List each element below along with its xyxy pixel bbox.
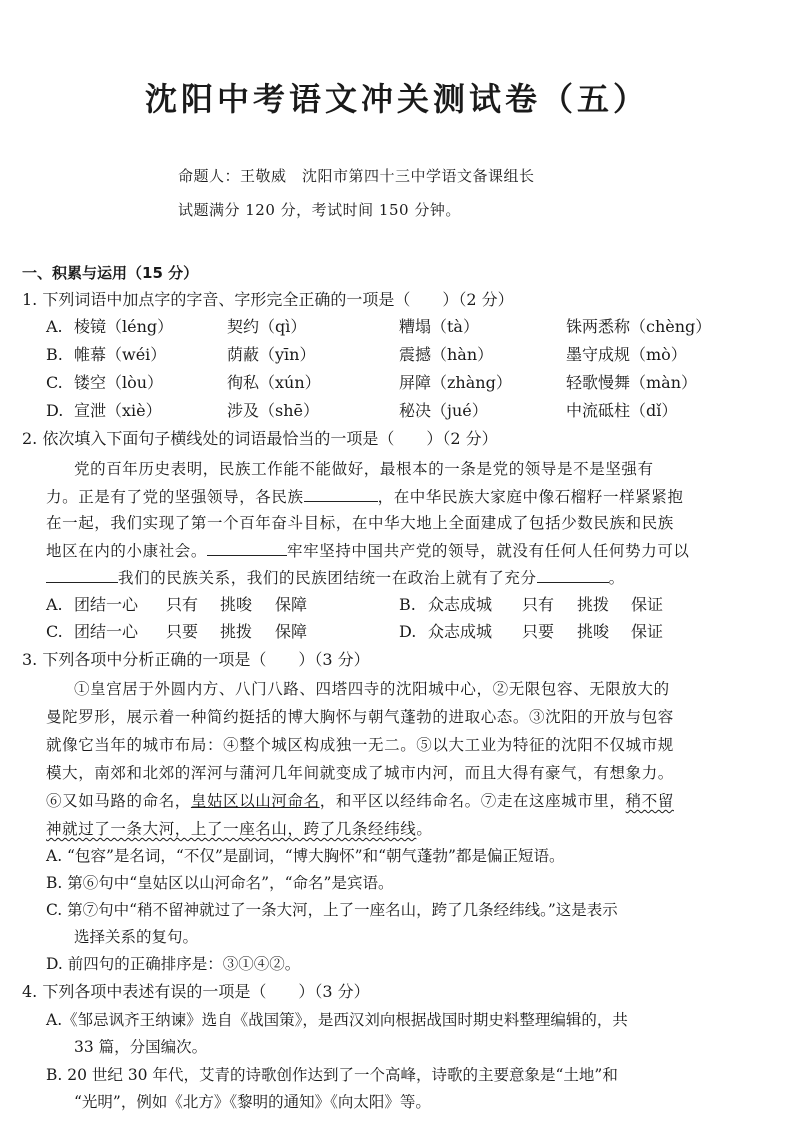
option-word: 众志成城 xyxy=(428,622,493,641)
option-cell: 震撼（hàn） xyxy=(399,345,494,364)
wavy-underlined-phrase: 稍不留 xyxy=(625,792,674,810)
fill-blank-4 xyxy=(537,566,609,583)
option-label: A. xyxy=(46,595,63,614)
q3-option-c-cont: 选择关系的复句。 xyxy=(74,928,199,946)
q4-option-a: A.《邹忌讽齐王纳谏》选自《战国策》，是西汉刘向根据战国时期史料整理编辑的，共 xyxy=(46,1011,628,1029)
option-cell: 轻歌慢舞（màn） xyxy=(566,373,698,392)
q2-passage-line xyxy=(46,566,625,589)
option-label: B. xyxy=(46,345,63,364)
q3-option-d: D. 前四句的正确排序是：③①④②。 xyxy=(46,955,301,973)
option-cell: 契约（qì） xyxy=(227,317,307,336)
option-cell: 镂空（lòu） xyxy=(74,373,164,392)
question-3-stem: 3. 下列各项中分析正确的一项是（ ）（3 分） xyxy=(22,650,370,669)
option-cell: 屏障（zhàng） xyxy=(399,373,512,392)
q4-option-b-cont: “光明”，例如《北方》《黎明的通知》《向太阳》等。 xyxy=(74,1093,431,1111)
option-cell: 铢两悉称（chèng） xyxy=(566,317,712,336)
option-word: 只要 xyxy=(166,622,199,641)
option-label: D. xyxy=(399,622,417,641)
option-cell: 糟塌（tà） xyxy=(399,317,479,336)
fill-blank-3 xyxy=(46,566,118,583)
q2-passage-line: 党的百年历史表明，民族工作能不能做好，最根本的一条是党的领导是不是坚强有 xyxy=(74,460,654,478)
option-cell: 涉及（shē） xyxy=(227,401,319,420)
option-word: 只要 xyxy=(522,622,555,641)
option-label: C. xyxy=(46,373,63,392)
option-word: 众志成城 xyxy=(428,595,493,614)
author-line: 命题人：王敬威 沈阳市第四十三中学语文备课组长 xyxy=(178,167,535,185)
q2-text: 力。正是有了党的坚强领导，各民族 xyxy=(46,488,304,506)
option-word: 保证 xyxy=(631,622,664,641)
option-cell: 徇私（xún） xyxy=(227,373,321,392)
q3-passage-line: 模大，南郊和北郊的浑河与蒲河几年间就变成了城市内河，而且大得有豪气，有想象力。 xyxy=(46,764,674,782)
option-word: 挑唆 xyxy=(220,595,253,614)
q3-passage-line: 就像它当年的城市布局：④整个城区构成独一无二。⑤以大工业为特征的沈阳不仅城市规 xyxy=(46,736,674,754)
option-word: 只有 xyxy=(166,595,199,614)
option-word: 挑唆 xyxy=(577,622,610,641)
q3-passage-line: ①皇宫居于外圆内方、八门八路、四塔四寺的沈阳城中心，②无限包容、无限放大的 xyxy=(74,680,670,698)
option-cell: 中流砥柱（dǐ） xyxy=(566,401,678,420)
q2-text: ，在中华民族大家庭中像石榴籽一样紧紧抱 xyxy=(377,488,684,506)
q3-passage-line xyxy=(46,818,432,840)
underlined-phrase: 皇姑区以山河命名 xyxy=(190,792,320,810)
option-word: 只有 xyxy=(522,595,555,614)
q2-passage-line: 在一起，我们实现了第一个百年奋斗目标，在中华大地上全面建成了包括少数民族和民族 xyxy=(46,514,674,532)
q2-text: 。 xyxy=(608,569,625,587)
option-cell: 帷幕（wéi） xyxy=(74,345,167,364)
section-heading: 一、积累与运用（15 分） xyxy=(22,264,199,282)
fill-blank-1 xyxy=(304,485,378,502)
question-1-stem: 1. 下列词语中加点字的字音、字形完全正确的一项是（ ）（2 分） xyxy=(22,290,514,309)
q2-passage-line xyxy=(46,485,684,508)
option-cell: 荫蔽（yīn） xyxy=(227,345,316,364)
q4-option-b: B. 20 世纪 30 年代，艾青的诗歌创作达到了一个高峰，诗歌的主要意象是“土地”和 xyxy=(46,1066,618,1084)
option-word: 保证 xyxy=(631,595,664,614)
q4-option-a-cont: 33 篇，分国编次。 xyxy=(74,1038,208,1056)
q2-text: 地区在内的小康社会。 xyxy=(46,542,208,560)
option-word: 保障 xyxy=(275,595,308,614)
option-label: B. xyxy=(399,595,416,614)
wavy-underlined-phrase: 神就过了一条大河，上了一座名山，跨了几条经纬线 xyxy=(46,820,417,838)
option-label: C. xyxy=(46,622,63,641)
option-word: 团结一心 xyxy=(74,595,139,614)
option-word: 挑拨 xyxy=(577,595,610,614)
option-label: D. xyxy=(46,401,64,420)
q2-text: 我们的民族关系，我们的民族团结统一在政治上就有了充分 xyxy=(118,569,537,587)
question-2-stem: 2. 依次填入下面句子横线处的词语最恰当的一项是（ ）（2 分） xyxy=(22,429,498,448)
q3-text: ，和平区以经纬命名。⑦走在这座城市里， xyxy=(319,792,626,810)
option-word: 挑拨 xyxy=(220,622,253,641)
q3-passage-line xyxy=(46,790,674,812)
q3-passage-line: 曼陀罗形，展示着一种简约挺括的博大胸怀与朝气蓬勃的进取心态。③沈阳的开放与包容 xyxy=(46,708,674,726)
option-label: A. xyxy=(46,317,63,336)
option-cell: 宣泄（xiè） xyxy=(74,401,162,420)
q3-option-c: C. 第⑦句中“稍不留神就过了一条大河，上了一座名山，跨了几条经纬线。”这是表示 xyxy=(46,901,618,919)
q3-option-a: A. “包容”是名词，“不仅”是副词，“博大胸怀”和“朝气蓬勃”都是偏正短语。 xyxy=(46,847,565,865)
option-word: 团结一心 xyxy=(74,622,139,641)
option-word: 保障 xyxy=(275,622,308,641)
q3-text: ⑥又如马路的命名， xyxy=(46,792,191,810)
score-line: 试题满分 120 分，考试时间 150 分钟。 xyxy=(178,201,461,219)
question-4-stem: 4. 下列各项中表述有误的一项是（ ）（3 分） xyxy=(22,982,370,1001)
option-cell: 棱镜（léng） xyxy=(74,317,174,336)
q2-text: 牢牢坚持中国共产党的领导，就没有任何人任何势力可以 xyxy=(287,542,690,560)
q3-option-b: B. 第⑥句中“皇姑区以山河命名”，“命名”是宾语。 xyxy=(46,874,394,892)
exam-title: 沈阳中考语文冲关测试卷（五） xyxy=(144,80,649,118)
option-cell: 秘决（jué） xyxy=(399,401,488,420)
option-cell: 墨守成规（mò） xyxy=(566,345,687,364)
q2-passage-line xyxy=(46,539,690,562)
q3-text: 。 xyxy=(416,820,433,838)
fill-blank-2 xyxy=(207,539,287,556)
